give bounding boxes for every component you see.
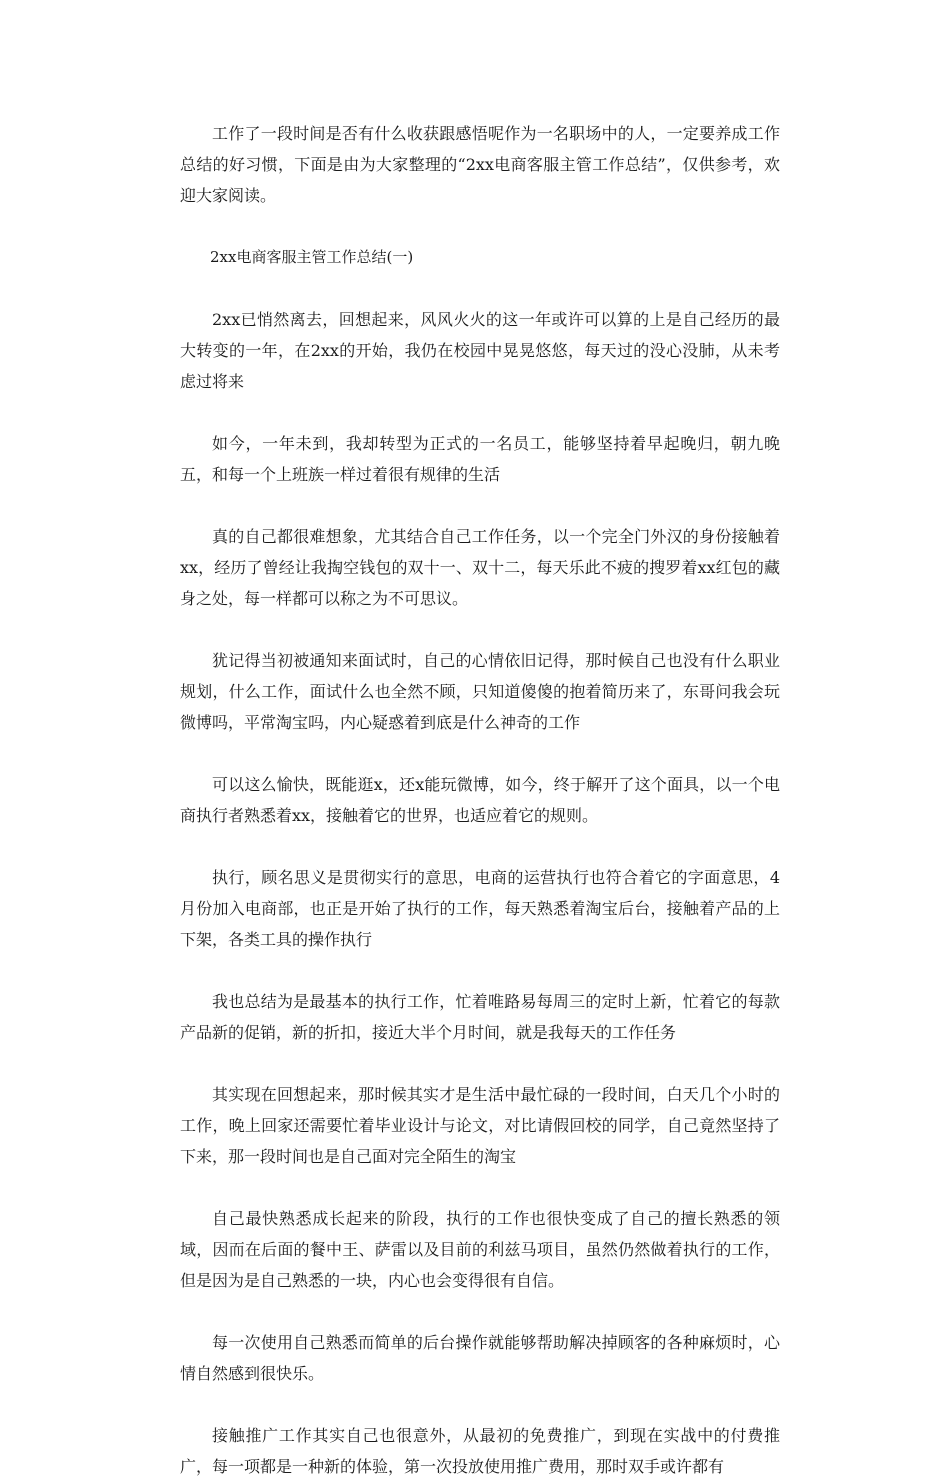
intro-paragraph: 工作了一段时间是否有什么收获跟感悟呢作为一名职场中的人，一定要养成工作总结的好习惯，下面是由为大家整理的“2xx电商客服主管工作总结”，仅供参考，欢迎大家阅读。 (180, 124, 780, 205)
section-heading: 2xx电商客服主管工作总结(一) (210, 248, 414, 266)
document-body (180, 118, 780, 1482)
body-paragraph: 其实现在回想起来，那时候其实才是生活中最忙碌的一段时间，白天几个小时的工作，晚上回家还需要忙着毕业设计与论文，对比请假回校的同学，自己竟然坚持了下来，那一段时间也是自己面对完全陌生的淘宝 (180, 1085, 780, 1166)
body-paragraph: 自己最快熟悉成长起来的阶段，执行的工作也很快变成了自己的擅长熟悉的领域，因而在后面的餐中王、萨雷以及目前的利兹马项目，虽然仍然做着执行的工作，但是因为是自己熟悉的一块，内心也会变得很有自信。 (180, 1209, 780, 1290)
body-paragraph: 2xx已悄然离去，回想起来，风风火火的这一年或许可以算的上是自己经历的最大转变的一年，在2xx的开始，我仍在校园中晃晃悠悠，每天过的没心没肺，从未考虑过将来 (180, 310, 780, 391)
body-paragraph: 每一次使用自己熟悉而简单的后台操作就能够帮助解决掉顾客的各种麻烦时，心情自然感到很快乐。 (180, 1333, 780, 1383)
body-paragraph: 犹记得当初被通知来面试时，自己的心情依旧记得，那时候自己也没有什么职业规划，什么工作，面试什么也全然不顾，只知道傻傻的抱着简历来了，东哥问我会玩微博吗，平常淘宝吗，内心疑惑着到底是什么神奇的工作 (180, 651, 780, 732)
body-paragraph: 真的自己都很难想象，尤其结合自己工作任务，以一个完全门外汉的身份接触着xx，经历了曾经让我掏空钱包的双十一、双十二，每天乐此不疲的搜罗着xx红包的藏身之处，每一样都可以称之为不可思议。 (180, 527, 780, 608)
body-paragraph: 我也总结为是最基本的执行工作，忙着唯路易每周三的定时上新，忙着它的每款产品新的促销，新的折扣，接近大半个月时间，就是我每天的工作任务 (180, 992, 780, 1042)
body-paragraph: 如今，一年未到，我却转型为正式的一名员工，能够坚持着早起晚归，朝九晚五，和每一个上班族一样过着很有规律的生活 (180, 434, 780, 484)
body-paragraph: 接触推广工作其实自己也很意外，从最初的免费推广，到现在实战中的付费推广，每一项都是一种新的体验，第一次投放使用推广费用，那时双手或许都有 (180, 1426, 780, 1476)
body-paragraph: 可以这么愉快，既能逛x，还x能玩微博，如今，终于解开了这个面具，以一个电商执行者熟悉着xx，接触着它的世界，也适应着它的规则。 (180, 775, 780, 825)
body-paragraph: 执行，顾名思义是贯彻实行的意思，电商的运营执行也符合着它的字面意思，4月份加入电商部，也正是开始了执行的工作，每天熟悉着淘宝后台，接触着产品的上下架，各类工具的操作执行 (180, 868, 780, 949)
